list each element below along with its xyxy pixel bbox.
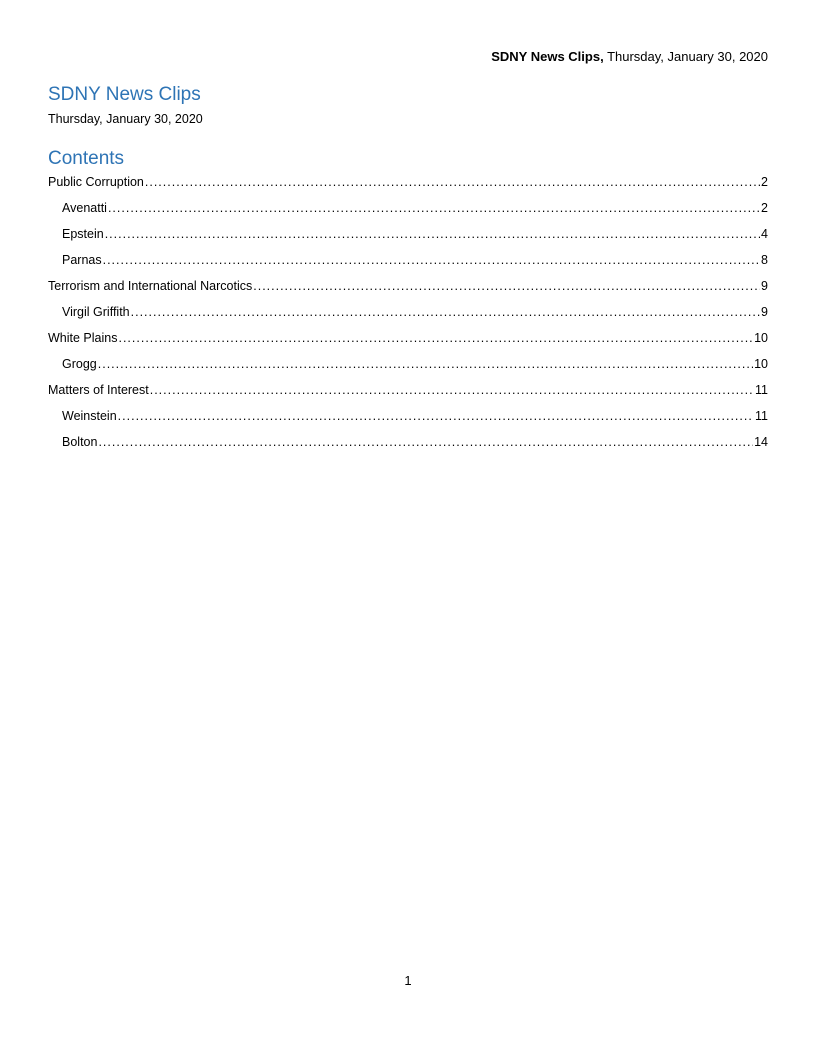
toc-entry-page: 11 — [755, 409, 768, 423]
toc-entry-epstein[interactable] — [48, 226, 768, 252]
toc-entry-page: 2 — [761, 201, 768, 215]
toc-entry-label: Terrorism and International Narcotics — [48, 279, 253, 293]
toc-entry-bolton[interactable] — [48, 434, 768, 460]
toc-entry-label: Avenatti — [62, 201, 107, 215]
toc-entry-label: Public Corruption — [48, 175, 144, 189]
toc-entry-page: 10 — [754, 331, 768, 345]
toc-dot-leader — [131, 304, 760, 320]
toc-entry-terrorism-narcotics[interactable] — [48, 278, 768, 304]
toc-dot-leader — [253, 278, 760, 294]
toc-entry-label: Grogg — [62, 357, 97, 371]
toc-entry-label: Matters of Interest — [48, 383, 149, 397]
toc-entry-page: 11 — [755, 383, 768, 397]
toc-entry-label: White Plains — [48, 331, 118, 345]
toc-dot-leader — [145, 174, 760, 190]
toc-entry-page: 9 — [761, 305, 768, 319]
toc-entry-weinstein[interactable] — [48, 408, 768, 434]
toc-entry-virgil-griffith[interactable] — [48, 304, 768, 330]
toc-entry-label: Virgil Griffith — [62, 305, 130, 319]
table-of-contents — [48, 174, 768, 460]
document-date: Thursday, January 30, 2020 — [48, 112, 203, 126]
running-header — [491, 49, 768, 65]
toc-entry-white-plains[interactable] — [48, 330, 768, 356]
toc-entry-page: 8 — [761, 253, 768, 267]
toc-entry-label: Bolton — [62, 435, 98, 449]
toc-entry-label: Weinstein — [62, 409, 117, 423]
header-title: SDNY News Clips, — [491, 49, 604, 64]
toc-dot-leader — [118, 330, 753, 346]
toc-dot-leader — [108, 200, 760, 216]
toc-dot-leader — [118, 408, 754, 424]
toc-dot-leader — [105, 226, 760, 242]
page-number: 1 — [404, 973, 412, 988]
toc-entry-grogg[interactable] — [48, 356, 768, 382]
toc-entry-page: 2 — [761, 175, 768, 189]
toc-entry-public-corruption[interactable] — [48, 174, 768, 200]
toc-entry-page: 10 — [754, 357, 768, 371]
toc-dot-leader — [98, 434, 753, 450]
toc-entry-matters-of-interest[interactable] — [48, 382, 768, 408]
toc-entry-page: 14 — [754, 435, 768, 449]
toc-dot-leader — [98, 356, 753, 372]
toc-heading: Contents — [48, 148, 125, 169]
toc-dot-leader — [103, 252, 760, 268]
header-date: Thursday, January 30, 2020 — [607, 49, 768, 64]
toc-entry-parnas[interactable] — [48, 252, 768, 278]
toc-entry-page: 9 — [761, 279, 768, 293]
document-title: SDNY News Clips — [48, 84, 201, 105]
toc-dot-leader — [150, 382, 754, 398]
toc-entry-page: 4 — [761, 227, 768, 241]
toc-entry-label: Epstein — [62, 227, 104, 241]
toc-entry-label: Parnas — [62, 253, 102, 267]
toc-entry-avenatti[interactable] — [48, 200, 768, 226]
